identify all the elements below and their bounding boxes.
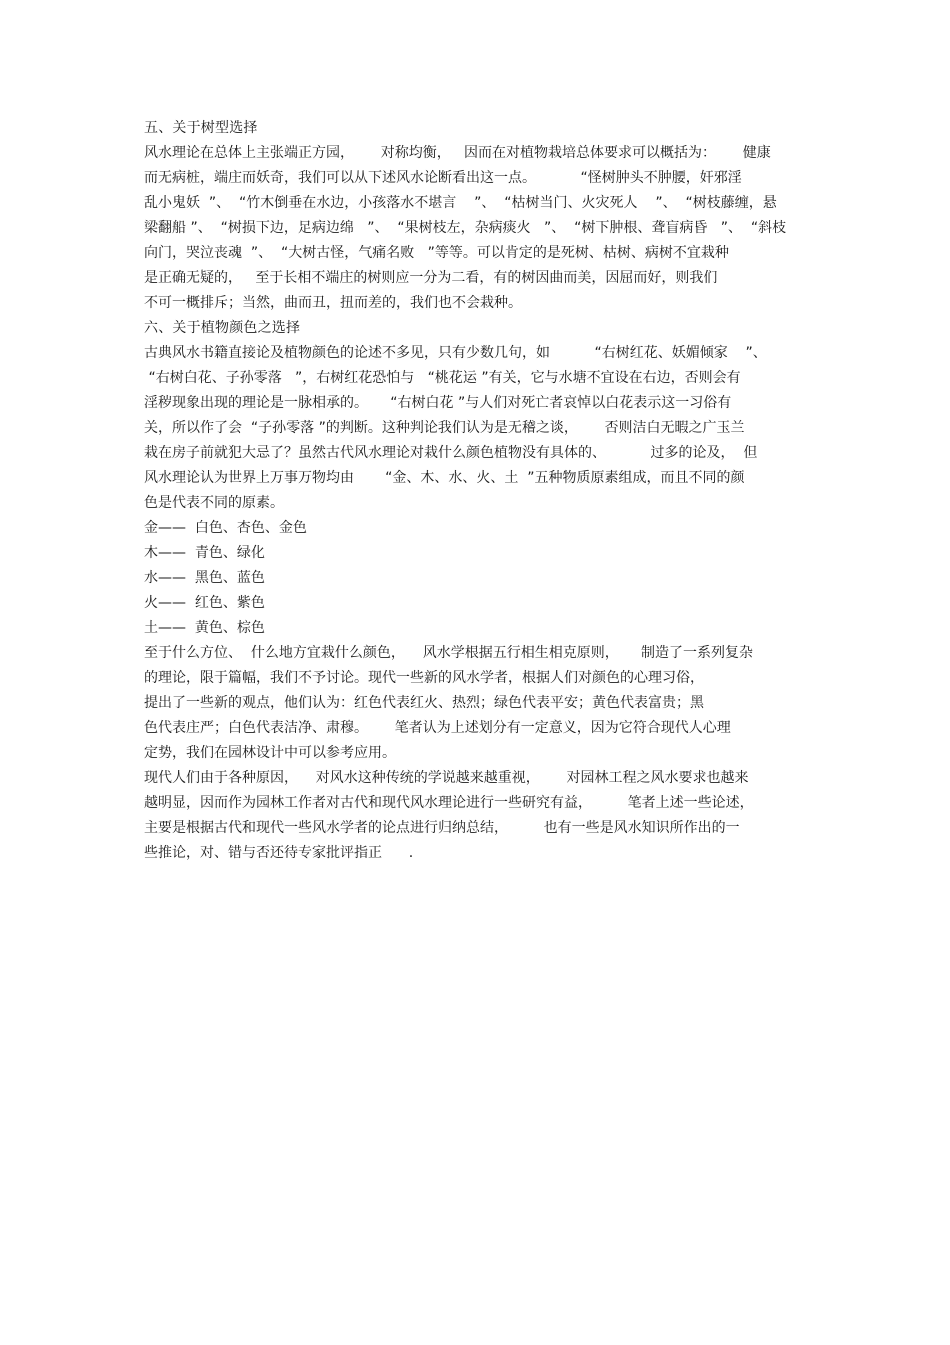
paragraph-line: 梁翻船 ”、 “树损下边，足病边绵 ”、 “果树枝左，杂病痰火 ”、 “树下肿根、聋盲病昏 ”、 “斜枝 [144,220,787,236]
element-list-item-wood: 木—— 青色、绿化 [144,545,265,561]
paragraph-line: 是正确无疑的， 至于长相不端庄的树则应一分为二看，有的树因曲而美，因屈而好，则我们 [144,270,718,286]
paragraph-line: 风水理论认为世界上万事万物均由 “金、木、水、火、土 ”五种物质原素组成，而且不同的颜 [144,470,745,486]
paragraph-line: 些推论，对、错与否还待专家批评指正 . [144,845,414,861]
paragraph-line: 越明显，因而作为园林工作者对古代和现代风水理论进行一些研究有益， 笔者上述一些论述， [144,795,754,811]
paragraph-line: 淫秽现象出现的理论是一脉相承的。 “右树白花 ”与人们对死亡者哀悼以白花表示这一习俗有 [144,395,732,411]
section-heading-plant-color: 六、关于植物颜色之选择 [144,320,301,336]
paragraph-line: “右树白花、子孙零落 ”，右树红花恐怕与 “桃花运 ”有关，它与水塘不宜设在右边，否则会有 [144,370,741,386]
paragraph-line: 色代表庄严；白色代表洁净、肃穆。 笔者认为上述划分有一定意义，因为它符合现代人心理 [144,720,731,736]
paragraph-line: 风水理论在总体上主张端正方园， 对称均衡， 因而在对植物栽培总体要求可以概括为： 健康 [144,145,771,161]
paragraph-line: 现代人们由于各种原因， 对风水这种传统的学说越来越重视， 对园林工程之风水要求也越来 [144,770,749,786]
paragraph-line: 主要是根据古代和现代一些风水学者的论点进行归纳总结， 也有一些是风水知识所作出的一 [144,820,740,836]
paragraph-line: 关，所以作了会 “子孙零落 ”的判断。这种判论我们认为是无稽之谈， 否则洁白无暇之广玉兰 [144,420,745,436]
paragraph-line: 向门，哭泣丧魂 ”、 “大树古怪，气痛名败 ”等等。可以肯定的是死树、枯树、病树不宜栽种 [144,245,729,261]
document-body [144,116,824,866]
paragraph-line: 定势，我们在园林设计中可以参考应用。 [144,745,396,761]
paragraph-line: 至于什么方位、 什么地方宜栽什么颜色， 风水学根据五行相生相克原则， 制造了一系列复杂 [144,645,753,661]
paragraph-line: 不可一概排斥；当然，曲而丑，扭而差的，我们也不会栽种。 [144,295,522,311]
element-list-item-metal: 金—— 白色、杏色、金色 [144,520,307,536]
paragraph-line: 乱小鬼妖 ”、 “竹木倒垂在水边，小孩落水不堪言 ”、 “枯树当门、火灾死人 ”、 “树枝藤缠，悬 [144,195,777,211]
paragraph-line: 栽在房子前就犯大忌了？虽然古代风水理论对栽什么颜色植物没有具体的、 过多的论及， 但 [144,445,758,461]
paragraph-line: 色是代表不同的原素。 [144,495,284,511]
paragraph-line: 的理论，限于篇幅，我们不予讨论。现代一些新的风水学者，根据人们对颜色的心理习俗， [144,670,704,686]
paragraph-line: 古典风水书籍直接论及植物颜色的论述不多见，只有少数几句，如 “右树红花、妖媚倾家 ”、 [144,345,767,361]
paragraph-line: 提出了一些新的观点，他们认为：红色代表红火、热烈；绿色代表平安；黄色代表富贵；黑 [144,695,704,711]
element-list-item-earth: 土—— 黄色、棕色 [144,620,265,636]
paragraph-line: 而无病桩，端庄而妖奇，我们可以从下述风水论断看出这一点。 “怪树肿头不肿腰，奸邪淫 [144,170,742,186]
element-list-item-fire: 火—— 红色、紫色 [144,595,265,611]
section-heading-tree-shape: 五、关于树型选择 [144,120,258,136]
element-list-item-water: 水—— 黑色、蓝色 [144,570,265,586]
